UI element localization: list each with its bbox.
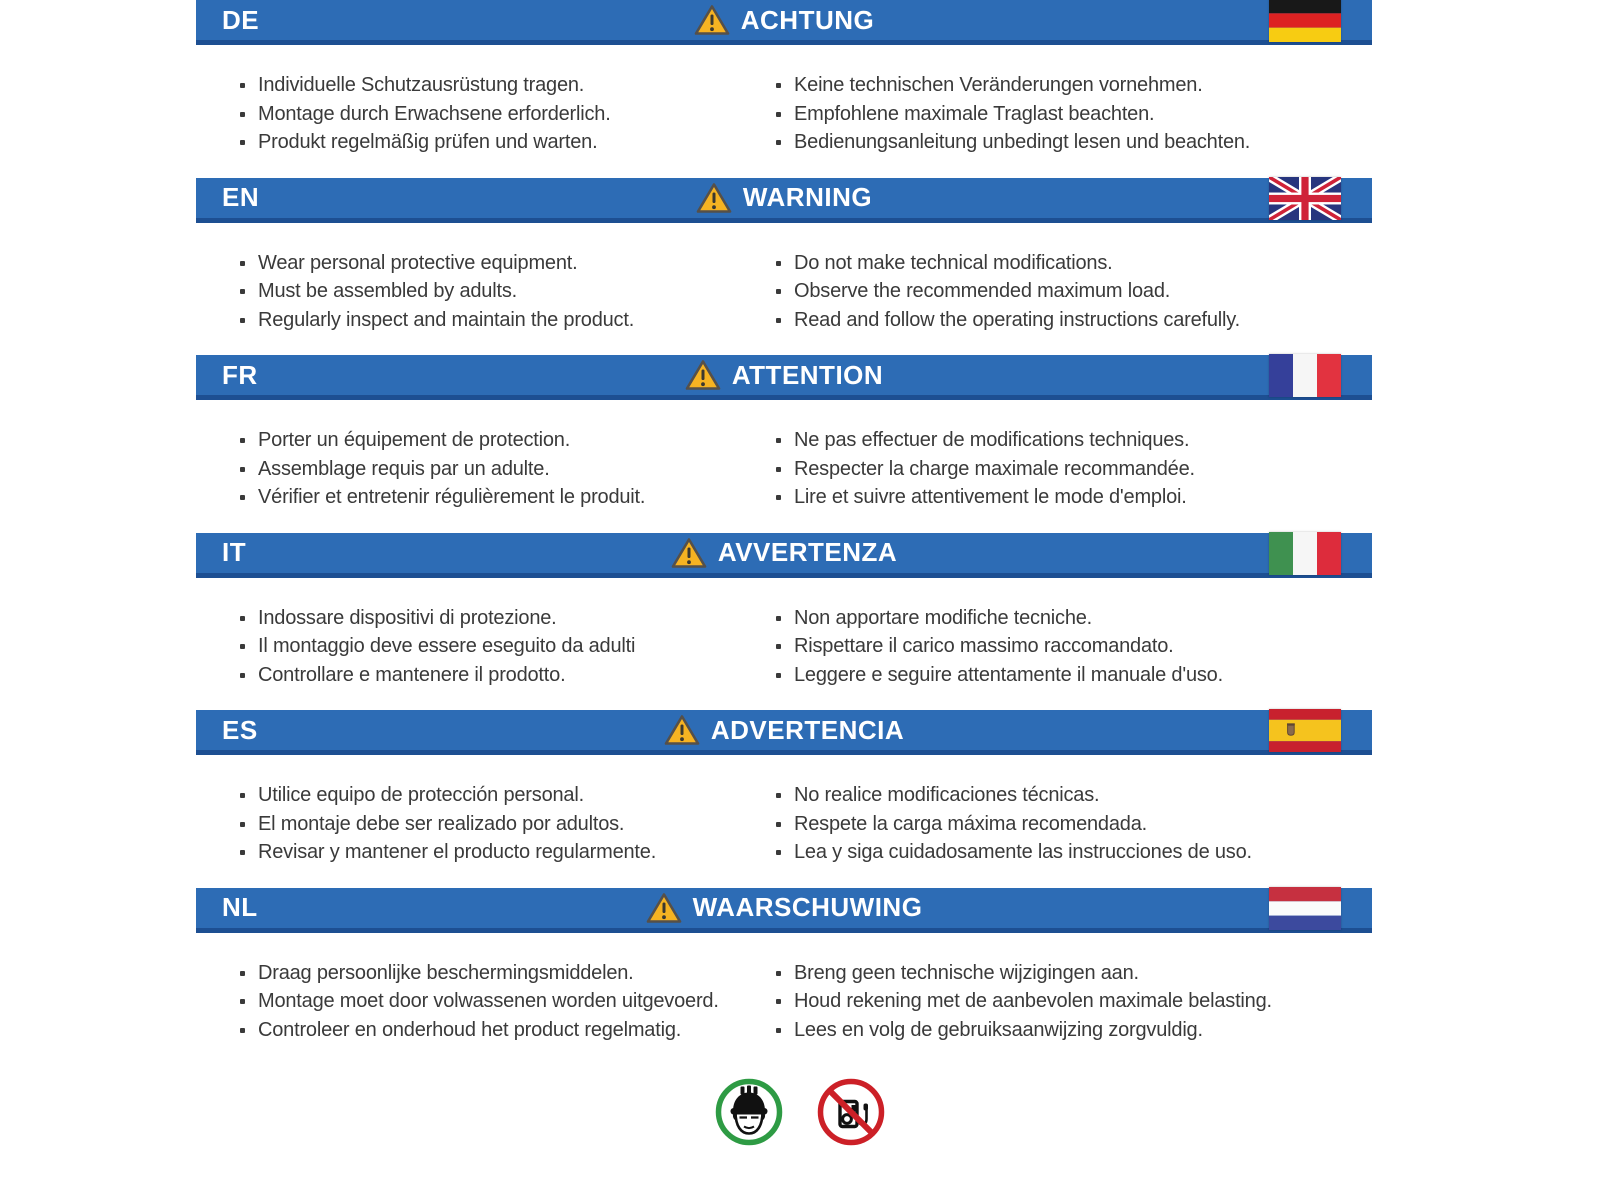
bullet-marker-icon: [240, 289, 245, 294]
bullet-item: [240, 128, 776, 157]
bullet-marker-icon: [776, 999, 781, 1004]
bullet-item: [240, 455, 776, 484]
section-title: WAARSCHUWING: [692, 892, 923, 922]
language-code: ES: [222, 714, 258, 745]
bullet-marker-icon: [240, 822, 245, 827]
bullet-list-right: [776, 604, 1372, 690]
language-code: FR: [222, 359, 258, 390]
bullet-marker-icon: [240, 438, 245, 443]
warning-triangle-icon: [664, 714, 700, 746]
section-header-bar: [196, 533, 1372, 578]
section-title: AVVERTENZA: [717, 537, 898, 567]
bullet-item: [776, 455, 1372, 484]
flag-germany-icon: [1269, 0, 1341, 42]
bullet-text: Revisar y mantener el producto regularmente.: [258, 841, 657, 863]
no-music-player-icon: [815, 1076, 887, 1148]
warning-triangle-icon: [646, 892, 682, 924]
bullet-item: [776, 959, 1372, 988]
bullet-text: Draag persoonlijke beschermingsmiddelen.: [258, 961, 634, 984]
bullet-text: Read and follow the operating instructions carefully.: [794, 308, 1240, 331]
bullet-text: Individuelle Schutzausrüstung tragen.: [258, 74, 585, 96]
bullet-item: [776, 128, 1372, 157]
section-title: WARNING: [742, 182, 873, 212]
bullet-list-left: [240, 249, 776, 335]
language-section: [196, 355, 1372, 512]
bullet-item: [776, 661, 1372, 690]
bullet-item: [240, 838, 776, 867]
bullet-marker-icon: [240, 850, 245, 855]
flag-united-kingdom-icon: [1269, 177, 1341, 220]
language-section: [196, 178, 1372, 335]
warning-triangle-icon: [696, 182, 732, 214]
bullet-text: Produkt regelmäßig prüfen und warten.: [258, 131, 598, 153]
bullet-item: [776, 306, 1372, 335]
bullet-list-right: [776, 249, 1372, 335]
bullet-list-left: [240, 426, 776, 512]
bullet-text: Controllare e mantenere il prodotto.: [258, 663, 566, 686]
bullet-marker-icon: [776, 83, 781, 88]
bullet-item: [240, 959, 776, 988]
bullet-columns: [196, 45, 1372, 157]
flag-france-icon: [1269, 354, 1341, 397]
flag-italy-icon: [1269, 532, 1341, 575]
bullet-item: [240, 306, 776, 335]
bullet-marker-icon: [776, 793, 781, 798]
section-title: ADVERTENCIA: [710, 714, 905, 745]
section-header-center: [196, 355, 1372, 395]
warning-triangle-icon: [685, 359, 721, 391]
bullet-marker-icon: [776, 644, 781, 649]
language-code: IT: [222, 537, 247, 567]
bullet-marker-icon: [776, 140, 781, 145]
language-section: [196, 533, 1372, 690]
bullet-list-left: [240, 604, 776, 690]
bullet-text: Leggere e seguire attentamente il manuale d'uso.: [794, 663, 1223, 686]
bullet-item: [776, 100, 1372, 129]
bullet-marker-icon: [776, 850, 781, 855]
flag-spain-icon: [1269, 709, 1341, 752]
section-header-center: [196, 0, 1372, 40]
bullet-marker-icon: [776, 438, 781, 443]
bullet-text: Empfohlene maximale Traglast beachten.: [794, 102, 1155, 125]
bullet-columns: [196, 578, 1372, 690]
bullet-item: [240, 604, 776, 633]
bullet-item: [776, 71, 1372, 100]
bullet-list-left: [240, 959, 776, 1045]
warning-triangle-icon: [694, 4, 730, 36]
bullet-marker-icon: [776, 673, 781, 678]
bullet-text: Assemblage requis par un adulte.: [258, 457, 550, 480]
bullet-marker-icon: [240, 793, 245, 798]
bullet-text: Lea y siga cuidadosamente las instrucciones de uso.: [794, 841, 1252, 863]
bullet-text: Montage moet door volwassenen worden uitgevoerd.: [258, 990, 719, 1012]
bullet-marker-icon: [240, 999, 245, 1004]
language-code: EN: [222, 182, 260, 212]
bullet-list-left: [240, 71, 776, 157]
bullet-text: Il montaggio deve essere eseguito da adulti: [258, 635, 636, 657]
bullet-marker-icon: [776, 616, 781, 621]
bullet-text: Breng geen technische wijzigingen aan.: [794, 961, 1139, 984]
bullet-item: [776, 277, 1372, 306]
bullet-marker-icon: [776, 467, 781, 472]
bullet-text: Utilice equipo de protección personal.: [258, 784, 584, 806]
section-header-bar: [196, 888, 1372, 933]
bullet-marker-icon: [240, 318, 245, 323]
section-header-bar: [196, 710, 1372, 755]
bullet-marker-icon: [776, 289, 781, 294]
bullet-marker-icon: [776, 822, 781, 827]
bullet-item: [240, 1016, 776, 1045]
bullet-text: Bedienungsanleitung unbedingt lesen und beachten.: [794, 131, 1251, 153]
language-code: NL: [222, 892, 258, 922]
section-header-center: [196, 888, 1372, 928]
bullet-columns: [196, 755, 1372, 867]
bullet-text: Keine technischen Veränderungen vornehmen.: [794, 74, 1203, 96]
bullet-marker-icon: [240, 83, 245, 88]
section-header-bar: [196, 0, 1372, 45]
safety-pictograms-row: [0, 1076, 1600, 1148]
bullet-text: Ne pas effectuer de modifications techniques.: [794, 429, 1190, 451]
bullet-text: Vérifier et entretenir régulièrement le produit.: [258, 486, 646, 508]
bullet-text: Houd rekening met de aanbevolen maximale belasting.: [794, 990, 1272, 1012]
bullet-item: [240, 661, 776, 690]
bullet-item: [776, 483, 1372, 512]
bullet-columns: [196, 933, 1372, 1045]
bullet-item: [240, 71, 776, 100]
bullet-item: [776, 781, 1372, 810]
bullet-marker-icon: [240, 140, 245, 145]
bullet-item: [240, 426, 776, 455]
section-header-center: [196, 178, 1372, 218]
bullet-marker-icon: [776, 318, 781, 323]
language-code: DE: [222, 4, 260, 35]
bullet-list-right: [776, 781, 1372, 867]
bullet-text: Lire et suivre attentivement le mode d'emploi.: [794, 486, 1187, 508]
bullet-item: [240, 483, 776, 512]
bullet-text: Rispettare il carico massimo raccomandato.: [794, 635, 1174, 657]
bullet-text: No realice modificaciones técnicas.: [794, 784, 1100, 806]
bullet-item: [240, 277, 776, 306]
section-header-center: [196, 710, 1372, 750]
bullet-text: Indossare dispositivi di protezione.: [258, 606, 557, 629]
bullet-text: Controleer en onderhoud het product regelmatig.: [258, 1018, 682, 1041]
bullet-text: Do not make technical modifications.: [794, 251, 1113, 274]
bullet-text: Wear personal protective equipment.: [258, 251, 578, 274]
bullet-text: Observe the recommended maximum load.: [794, 280, 1171, 302]
bullet-item: [240, 249, 776, 278]
bullet-text: Must be assembled by adults.: [258, 280, 517, 302]
bullet-item: [240, 100, 776, 129]
language-section: [196, 888, 1372, 1045]
flag-netherlands-icon: [1269, 887, 1341, 930]
bullet-marker-icon: [240, 261, 245, 266]
bullet-item: [776, 249, 1372, 278]
bullet-item: [776, 1016, 1372, 1045]
bullet-item: [776, 604, 1372, 633]
section-header-bar: [196, 355, 1372, 400]
bullet-item: [776, 987, 1372, 1016]
section-title: ACHTUNG: [740, 4, 875, 35]
bullet-text: Respete la carga máxima recomendada.: [794, 812, 1147, 835]
bullet-marker-icon: [776, 112, 781, 117]
bullet-text: Montage durch Erwachsene erforderlich.: [258, 102, 611, 125]
bullet-text: Non apportare modifiche tecniche.: [794, 606, 1093, 629]
bullet-item: [776, 810, 1372, 839]
bullet-text: Regularly inspect and maintain the product.: [258, 308, 635, 331]
bullet-list-right: [776, 426, 1372, 512]
bullet-list-left: [240, 781, 776, 867]
bullet-marker-icon: [240, 495, 245, 500]
bullet-marker-icon: [776, 261, 781, 266]
section-header-center: [196, 533, 1372, 573]
bullet-marker-icon: [240, 644, 245, 649]
bullet-marker-icon: [240, 1028, 245, 1033]
bullet-text: Lees en volg de gebruiksaanwijzing zorgvuldig.: [794, 1018, 1203, 1041]
bullet-item: [776, 838, 1372, 867]
bullet-item: [240, 987, 776, 1016]
bullet-text: Porter un équipement de protection.: [258, 429, 571, 451]
bullet-marker-icon: [240, 673, 245, 678]
warning-triangle-icon: [671, 537, 707, 569]
bullet-item: [240, 810, 776, 839]
wear-helmet-mandatory-icon: [713, 1076, 785, 1148]
bullet-item: [240, 632, 776, 661]
bullet-list-right: [776, 71, 1372, 157]
bullet-marker-icon: [240, 971, 245, 976]
bullet-item: [240, 781, 776, 810]
bullet-item: [776, 426, 1372, 455]
bullet-columns: [196, 223, 1372, 335]
bullet-marker-icon: [240, 112, 245, 117]
bullet-item: [776, 632, 1372, 661]
language-section: [196, 710, 1372, 867]
language-section: [196, 0, 1372, 157]
bullet-marker-icon: [240, 616, 245, 621]
bullet-marker-icon: [776, 971, 781, 976]
section-title: ATTENTION: [731, 359, 884, 390]
bullet-marker-icon: [776, 495, 781, 500]
bullet-marker-icon: [240, 467, 245, 472]
bullet-marker-icon: [776, 1028, 781, 1033]
bullet-columns: [196, 400, 1372, 512]
multilingual-warning-sheet: [196, 0, 1372, 1044]
section-header-bar: [196, 178, 1372, 223]
bullet-list-right: [776, 959, 1372, 1045]
bullet-text: El montaje debe ser realizado por adultos.: [258, 812, 625, 835]
bullet-text: Respecter la charge maximale recommandée.: [794, 457, 1195, 480]
